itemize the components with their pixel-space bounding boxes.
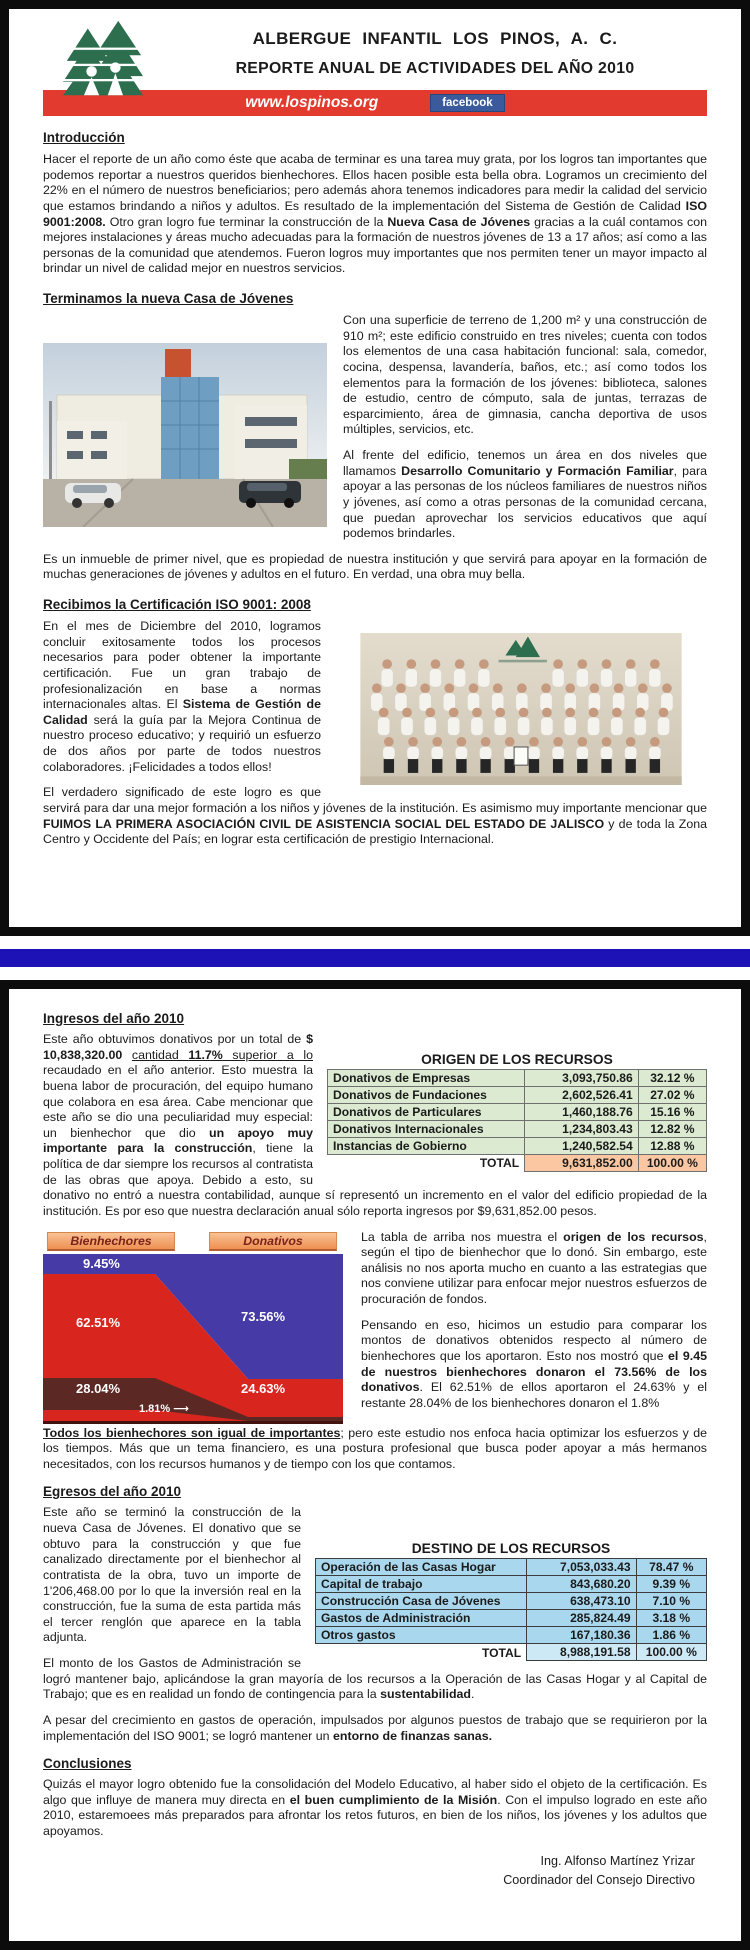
arrow-right-icon: ⟶ bbox=[173, 1402, 190, 1415]
table-cell-amount: 843,680.20 bbox=[527, 1576, 636, 1593]
table-cell-label: Donativos de Particulares bbox=[328, 1104, 525, 1121]
table-total-amount: 8,988,191.58 bbox=[527, 1644, 636, 1661]
destino-table bbox=[315, 1541, 707, 1661]
table-cell-percent: 12.88 % bbox=[638, 1138, 706, 1155]
egresos-heading: Egresos del año 2010 bbox=[43, 1484, 182, 1500]
report-title: REPORTE ANUAL DE ACTIVIDADES DEL AÑO 2010 bbox=[235, 60, 635, 77]
table-cell-label: Donativos Internacionales bbox=[328, 1121, 525, 1138]
chart-header-bienhechores: Bienhechores bbox=[47, 1232, 175, 1251]
table-cell-label: Operación de las Casas Hogar bbox=[316, 1559, 527, 1576]
facebook-badge[interactable]: facebook bbox=[430, 94, 505, 112]
table-cell-percent: 3.18 % bbox=[636, 1610, 706, 1627]
intro-heading: Introducción bbox=[43, 130, 125, 145]
chart-percent-label: 9.45% bbox=[83, 1255, 120, 1271]
signature-name: Ing. Alfonso Martínez Yrizar bbox=[540, 1853, 695, 1868]
ingresos-paragraph-3: Pensando en eso, hicimos un estudio para comparar los montos de donativos obtenidos respecto al número de bienhechores que los aportaron. Esto nos mostró que el 9.45 de nuestros bienhechores donaron el 73.56% de los donativos. El 62.51% de ellos aportaron el 24.63% y el restante 28.04% de los bienhechores donaron el 1.8% bbox=[361, 1317, 707, 1410]
table-cell-label: Otros gastos bbox=[316, 1627, 527, 1644]
egresos-paragraph-2: El monto de los Gastos de Administración se logró mantener bajo, aplicándose la gran mayoría de los recursos a la Operación de las Casas Hogar y al Capital de Trabajo; que es en realidad un fondo de contingencia para la sustentabilidad. bbox=[43, 1656, 707, 1702]
table-cell-amount: 7,053,033.43 bbox=[527, 1559, 636, 1576]
table-row bbox=[328, 1070, 707, 1087]
signature-role: Coordinador del Consejo Directivo bbox=[503, 1872, 695, 1887]
casa-heading: Terminamos la nueva Casa de Jóvenes bbox=[43, 291, 294, 306]
ingresos-paragraph-1: Este año obtuvimos donativos por un total de $ 10,838,320.00 cantidad 11.7% superior a lo recaudado en el año anterior. Esto muestra la buena labor de procuración, del equipo humano que colabora en esa área. Cabe mencionar que este año se dio una peculiaridad muy especial: un bienhechor que dio un apoyo muy importante para la construcción, tiene la política de dar siempre los recursos al contratista de las obras que apoya. Debido a esto, su donativo no entró a nuestra contabilidad, aunque sí representó un incremento en el valor del edificio propiedad de la institución. Es por eso que nuestra declaración anual sólo reporta ingresos por $9,631,852.00 pesos. bbox=[43, 1032, 707, 1218]
white-gap bbox=[0, 936, 750, 949]
header-titles bbox=[163, 19, 707, 78]
cert-paragraph-2: El verdadero significado de este logro es que servirá para dar una mejor formación a los niños y jóvenes de la institución. Es asimismo muy importante mencionar que FUIMOS LA PRIMERA ASOCIACIÓN CIVIL DE ASISTENCIA SOCIAL DEL ESTADO DE JALISCO y de toda la Zona Centro y Occidente del País; en lograr esta certificación de prestigio Internacional. bbox=[43, 785, 707, 847]
table-cell-percent: 78.47 % bbox=[636, 1559, 706, 1576]
origen-table bbox=[327, 1052, 707, 1172]
report-section-bottom bbox=[0, 980, 750, 1950]
table-cell-label: Donativos de Empresas bbox=[328, 1070, 525, 1087]
table-row bbox=[316, 1559, 707, 1576]
section-divider-bar bbox=[0, 949, 750, 967]
casa-paragraph-3: Es un inmueble de primer nivel, que es propiedad de nuestra institución y que servirá para apoyar en la formación de muchas generaciones de jóvenes y adultos en el futuro. En verdad, una obra muy bella. bbox=[43, 551, 707, 582]
table-cell-amount: 167,180.36 bbox=[527, 1627, 636, 1644]
flow-chart-svg bbox=[43, 1254, 343, 1424]
table-total-row bbox=[316, 1644, 707, 1661]
table-cell-label: Gastos de Administración bbox=[316, 1610, 527, 1627]
casa-paragraph-2: Al frente del edificio, tenemos un área en dos niveles que llamamos Desarrollo Comunitario y Formación Familiar, para apoyar a las personas de los núcleos familiares de nuestros niños y jóvenes, así como a otras personas de la comunidad cercana, que puedan aprovechar los servicios educativos que aquí podemos brindarles. bbox=[343, 448, 707, 541]
egresos-paragraph-1: Este año se terminó la construcción de la nueva Casa de Jóvenes. El donativo que se obtuvo para la construcción y que fue canalizado directamente por el bienhechor al contratista de la obra, tuvo un importe de 1'206,468.00 por lo que la inversión real en la construcción, fue la suma de esta partida más el tercer renglón que aparece en la tabla adjunta. bbox=[43, 1505, 301, 1645]
table-row bbox=[328, 1121, 707, 1138]
table-cell-label: Donativos de Fundaciones bbox=[328, 1087, 525, 1104]
staff-group-photo bbox=[335, 633, 707, 785]
table-cell-amount: 285,824.49 bbox=[527, 1610, 636, 1627]
table-cell-amount: 1,460,188.76 bbox=[525, 1104, 639, 1121]
chart-percent-label: 62.51% bbox=[76, 1314, 121, 1330]
destino-table-title: DESTINO DE LOS RECURSOS bbox=[411, 1541, 611, 1557]
table-cell-amount: 3,093,750.86 bbox=[525, 1070, 639, 1087]
table-total-row bbox=[328, 1155, 707, 1172]
table-row bbox=[328, 1087, 707, 1104]
cert-paragraph-1: En el mes de Diciembre del 2010, logramos concluir exitosamente todos los procesos necesarios para poder obtener la importante certificación. Fue un gran trabajo de profesionalización en base a normas internacionales altas. El Sistema de Gestión de Calidad será la guía par la Mejora Continua de nuestro proceso educativo; y requirió un esfuerzo de dos años por parte de todos nuestros colaboradores. ¡Felicidades a todos ellos! bbox=[43, 619, 321, 774]
table-row bbox=[316, 1627, 707, 1644]
table-cell-percent: 15.16 % bbox=[638, 1104, 706, 1121]
new-building-photo bbox=[43, 343, 327, 527]
cert-heading: Recibimos la Certificación ISO 9001: 2008 bbox=[43, 597, 311, 612]
intro-paragraph: Hacer el reporte de un año como éste que acaba de terminar es una tarea muy grata, por los logros tan importantes que podemos reportar a nuestros queridos bienhechores. Ellos hacen posible esta bella obra. Logramos un crecimiento del 22% en el número de nuestros beneficiarios; pero además ahora tenemos indicadores para medir la calidad del servicio que estamos brindando a niños y adultos. Es resultado de la implementación del Sistema de Gestión de Calidad ISO 9001:2008. Otro gran logro fue terminar la construcción de la Nueva Casa de Jóvenes gracias a la cuál contamos con mejores instalaciones y áreas mucho adecuadas para la formación de nuestros jóvenes de 13 a 17 años; así como a las personas de la comunidad que atendemos. Fueron logros muy importantes que nos permiten tener un mayor impacto al brindar un nivel de calidad mejor en nuestros servicios. bbox=[43, 152, 707, 276]
casa-paragraph-1: Con una superficie de terreno de 1,200 m² y una construcción de 910 m²; este edificio construido en tres niveles; cuenta con todos los elementos de una casa habitación funcional: sala, comedor, cocina, despensa, lavandería, baños, etc.; así como todos los elementos para la formación de los jóvenes: biblioteca, salones de estudio, centro de cómputo, sala de juntas, terrazas de esparcimiento, área de gimnasia, cancha deportiva de usos múltiples, servicios, etc. bbox=[343, 313, 707, 437]
conclusiones-paragraph: Quizás el mayor logro obtenido fue la consolidación del Modelo Educativo, al haber sido el objeto de la certificación. Es algo que influye de manera muy directa en el buen cumplimiento de la Misión. Con el impulso logrado en este año 2010, estaremoees más preparados para afrontar los retos futuros, en bien de los niños, los jóvenes y los adultos que apoyamos. bbox=[43, 1777, 707, 1838]
egresos-paragraph-3: A pesar del crecimiento en gastos de operación, impulsados por algunos puestos de trabajo que se requirieron por la implementación del ISO 9001; se logró mantener un entorno de finanzas sanas. bbox=[43, 1712, 707, 1743]
origen-table-title: ORIGEN DE LOS RECURSOS bbox=[421, 1052, 613, 1067]
signature-block bbox=[43, 1852, 695, 1890]
table-row bbox=[328, 1138, 707, 1155]
flow-chart bbox=[43, 1254, 343, 1424]
table-cell-percent: 32.12 % bbox=[638, 1070, 706, 1087]
table-cell-amount: 1,234,803.43 bbox=[525, 1121, 639, 1138]
table-cell-percent: 12.82 % bbox=[638, 1121, 706, 1138]
bienhechores-donativos-chart bbox=[43, 1232, 345, 1424]
table-cell-label: Capital de trabajo bbox=[316, 1576, 527, 1593]
website-link[interactable]: www.lospinos.org bbox=[245, 94, 379, 111]
ingresos-paragraph-4: Todos los bienhechores son igual de importantes; pero este estudio nos enfoca hacia optimizar los esfuerzos y de los tiempos. Más que un tema financiero, es una postura profesional que busca poder apoyar a más hermanos necesitados, con los recursos humanos y de tiempo con los que contamos. bbox=[43, 1425, 707, 1471]
table-cell-amount: 1,240,582.54 bbox=[525, 1138, 639, 1155]
table-row bbox=[316, 1593, 707, 1610]
chart-percent-label: 24.63% bbox=[241, 1380, 286, 1396]
org-name: ALBERGUE INFANTIL LOS PINOS, A. C. bbox=[252, 29, 618, 48]
chart-percent-label: 28.04% bbox=[76, 1380, 121, 1396]
table-row bbox=[316, 1610, 707, 1627]
ingresos-heading: Ingresos del año 2010 bbox=[43, 1011, 185, 1026]
table-cell-percent: 1.86 % bbox=[636, 1627, 706, 1644]
table-cell-amount: 638,473.10 bbox=[527, 1593, 636, 1610]
chart-column-headers bbox=[47, 1232, 345, 1251]
table-cell-percent: 9.39 % bbox=[636, 1576, 706, 1593]
chart-header-donativos: Donativos bbox=[209, 1232, 337, 1251]
table-row bbox=[328, 1104, 707, 1121]
chart-percent-label: 1.81% ⟶ bbox=[139, 1402, 190, 1415]
ingresos-paragraph-2: La tabla de arriba nos muestra el origen de los recursos, según el tipo de bienhechor que lo donó. Sin embargo, este análisis no nos aporta mucho en cuanto a las estrategias que nos conviene utilizar para enfocar mejor nuestros esfuerzos de procuración de fondos. bbox=[361, 1229, 707, 1306]
white-gap bbox=[0, 967, 750, 980]
los-pinos-trees-logo-icon bbox=[63, 19, 143, 101]
chart-percent-label: 73.56% bbox=[241, 1308, 286, 1324]
table-row bbox=[316, 1576, 707, 1593]
table-cell-label: Construcción Casa de Jóvenes bbox=[316, 1593, 527, 1610]
table-total-label: TOTAL bbox=[479, 1156, 520, 1171]
table-cell-percent: 27.02 % bbox=[638, 1087, 706, 1104]
table-cell-percent: 7.10 % bbox=[636, 1593, 706, 1610]
table-total-label: TOTAL bbox=[481, 1645, 522, 1660]
report-header bbox=[43, 15, 707, 116]
table-total-percent: 100.00 % bbox=[636, 1644, 706, 1661]
table-total-amount: 9,631,852.00 bbox=[525, 1155, 639, 1172]
table-total-percent: 100.00 % bbox=[638, 1155, 706, 1172]
conclusiones-heading: Conclusiones bbox=[43, 1756, 132, 1772]
table-cell-amount: 2,602,526.41 bbox=[525, 1087, 639, 1104]
table-cell-label: Instancias de Gobierno bbox=[328, 1138, 525, 1155]
report-section-top bbox=[0, 0, 750, 936]
